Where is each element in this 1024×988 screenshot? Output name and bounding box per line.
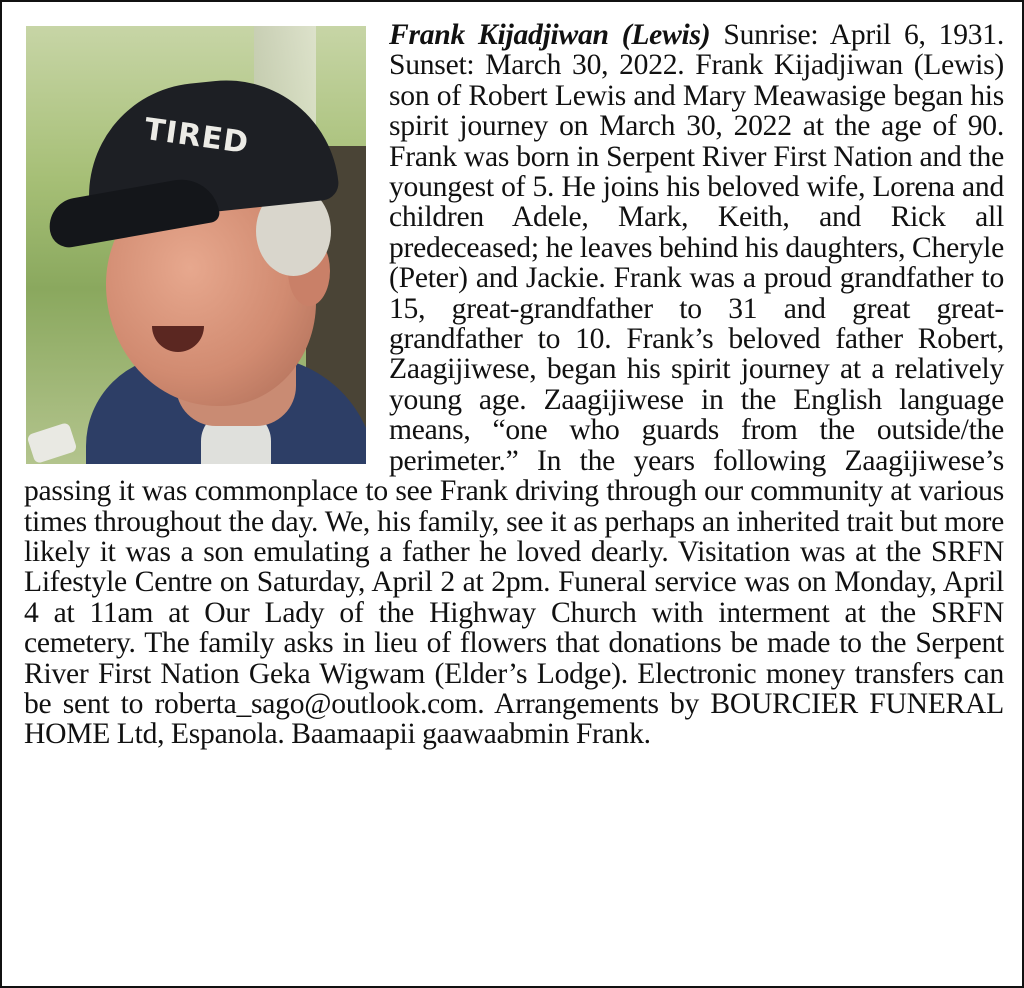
deceased-name: Frank Kijadjiwan (Lewis) [389, 19, 711, 51]
obituary-body: Sunrise: April 6, 1931. Sunset: March 30, 2022. Frank Kijadjiwan (Lewis) son of Robert Lewis and Mary Meawasige began his spirit journey on March 30, 2022 at the age of 90. Frank was born in Serpent River First Nation and the youngest of 5. He joins his beloved wife, Lorena and children Adele, Mark, Keith, and Rick all predeceased; he leaves behind his daughters, Cheryle (Peter) and Jackie. Frank was a proud grandfather to 15, great-grandfather to 31 and great great-grandfather to 10. Frank’s beloved father Robert, Zaagijiwese, began his spirit journey at a relatively young age. Zaagijiwese in the English language means, “one who guards from the outside/the perimeter.” In the years following Zaagijiwese’s passing it was commonplace to see Frank driving through our community at various times throughout the day. We, his family, see it as perhaps an inherited trait but more likely it was a son emulating a father he loved dearly. Visitation was at the SRFN Lifestyle Centre on Saturday, April 2 at 2pm. Funeral service was on Monday, April 4 at 11am at Our Lady of the Highway Church with interment at the SRFN cemetery. The family asks in lieu of flowers that donations be made to the Serpent River First Nation Geka Wigwam (Elder’s Lodge). Electronic money transfers can be sent to roberta_sago@outlook.com. Arrangements by BOURCIER FUNERAL HOME Ltd, Espanola. Baamaapii gaawaabmin Frank. [24, 19, 1004, 751]
obituary-text-block [24, 20, 1004, 980]
hand [26, 422, 77, 464]
cap-lettering: TIRED [142, 111, 252, 162]
portrait-photo [26, 26, 366, 464]
